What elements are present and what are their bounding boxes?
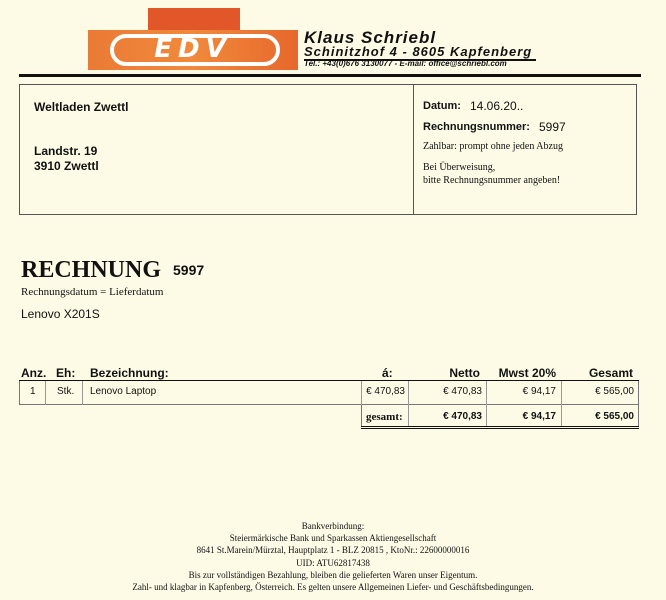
payment-terms: Zahlbar: prompt ohne jeden Abzug <box>423 141 563 152</box>
product-line: Lenovo X201S <box>21 307 100 321</box>
footer-line: Bankverbindung: <box>301 521 365 531</box>
column-divider <box>82 381 83 405</box>
recipient-name: Weltladen Zwettl <box>34 100 129 114</box>
recipient-city: 3910 Zwettl <box>34 159 99 173</box>
company-logo <box>88 8 298 70</box>
invoice-number-value: 5997 <box>539 120 566 134</box>
row-net: € 470,83 <box>443 386 482 397</box>
date-label: Datum: <box>423 100 461 112</box>
footer <box>0 520 666 593</box>
row-unit: Stk. <box>57 386 75 397</box>
header-divider <box>19 74 641 77</box>
invoice-subtitle: Rechnungsdatum = Lieferdatum <box>21 286 164 298</box>
row-price: € 470,83 <box>366 386 405 397</box>
totals-rule <box>361 428 639 429</box>
invoice-number-label: Rechnungsnummer: <box>423 121 530 133</box>
col-header-net: Netto <box>449 366 480 380</box>
logo-text: EDV <box>154 34 232 64</box>
footer-line: 8641 St.Marein/Mürztal, Hauptplatz 1 - BLZ 20815 , KtoNr.: 22600000016 <box>196 545 470 556</box>
invoice-title-number: 5997 <box>173 262 205 278</box>
company-contact: Tel.: +43(0)676 3130077 - E-mail: office@schriebl.com <box>304 59 507 68</box>
logo-accent-shape <box>148 8 240 30</box>
footer-line: Bis zur vollständigen Bezahlung, bleiben die gelieferten Waren unser Eigentum. <box>188 569 478 580</box>
company-name: Klaus Schriebl <box>304 28 437 47</box>
column-divider <box>45 381 46 405</box>
date-value: 14.06.20.. <box>470 99 524 113</box>
totals-vat: € 94,17 <box>522 411 556 422</box>
row-qty: 1 <box>30 386 36 397</box>
totals-net: € 470,83 <box>443 411 482 422</box>
footer-line: Zahl- und klagbar in Kapfenberg, Österreich. Es gelten unsere Allgemeinen Liefer- und Geschäftsbedingungen. <box>132 582 534 593</box>
footer-line: UID: ATU62817438 <box>296 557 370 568</box>
address-box-divider <box>413 84 414 215</box>
recipient-street: Landstr. 19 <box>34 144 98 158</box>
transfer-note-line2: bitte Rechnungsnummer angeben! <box>423 175 561 186</box>
col-header-unit: Eh: <box>56 366 76 380</box>
col-header-vat: Mwst 20% <box>498 366 556 380</box>
totals-rule <box>361 426 639 427</box>
col-header-qty: Anz. <box>21 366 47 380</box>
transfer-note-line1: Bei Überweisung, <box>423 162 496 173</box>
row-vat: € 94,17 <box>522 386 556 397</box>
row-desc: Lenovo Laptop <box>90 386 157 397</box>
col-header-total: Gesamt <box>588 366 633 380</box>
col-header-price: á: <box>382 366 393 380</box>
invoice-title: RECHNUNG <box>21 257 162 283</box>
col-header-desc: Bezeichnung: <box>90 366 169 380</box>
row-total: € 565,00 <box>595 386 634 397</box>
footer-line: Steiermärkische Bank und Sparkassen Aktiengesellschaft <box>229 533 437 544</box>
totals-total: € 565,00 <box>595 411 634 422</box>
totals-label: gesamt: <box>366 411 403 423</box>
company-address: Schinitzhof 4 - 8605 Kapfenberg <box>304 44 536 61</box>
